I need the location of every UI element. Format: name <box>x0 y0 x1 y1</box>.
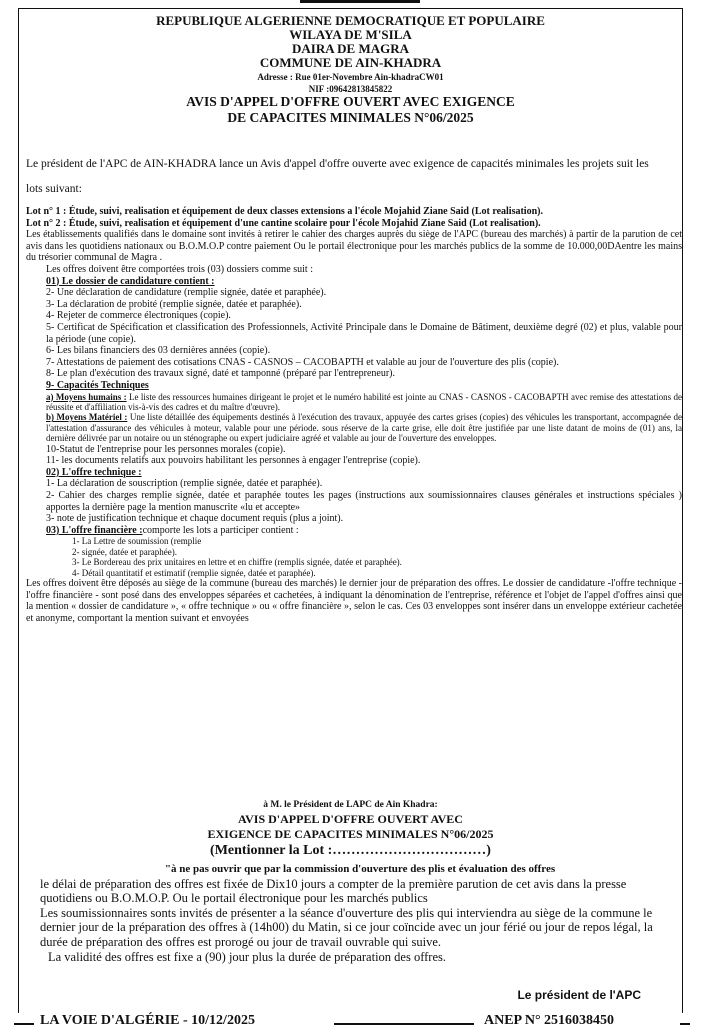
envelope-title-line1: AVIS D'APPEL D'OFFRE OUVERT AVEC <box>238 812 463 826</box>
section3-title: 03) L'offre financière : <box>46 524 143 536</box>
section1-item: 3- La déclaration de probité (remplie signée, datée et paraphée). <box>46 298 302 310</box>
section2-item: 1- La déclaration de souscription (remplie signée, datée et paraphée). <box>46 478 323 490</box>
section1-item: 8- Le plan d'exécution des travaux signé, daté et tamponné (préparé par l'entrepreneur). <box>46 368 396 380</box>
material-means <box>26 412 682 443</box>
header-address: Adresse : Rue 01er-Novembre Ain-khadraCW01 <box>257 72 444 82</box>
section1-item: 7- Attestations de paiement des cotisations CNAS - CASNOS – CACOBAPTH et valable au jour de l'ouverture des plis (copie). <box>46 356 559 368</box>
section2-item: 2- Cahier des charges remplie signée, datée et paraphée toutes les pages (instructions aux soumissionnaires clauses générales et instructions spéciales ) apportes la dernière page la mention manuscrite «lu et accepte» <box>46 489 682 513</box>
footer-bar <box>0 1008 701 1028</box>
section1-item: 6- Les bilans financiers des 03 dernières années (copie). <box>46 345 271 357</box>
top-rule <box>300 0 420 3</box>
section3-subtitle: comporte les lots a participer contient : <box>142 524 299 536</box>
closing-block <box>40 862 680 964</box>
header-nif: NIF :09642813845822 <box>308 84 393 94</box>
offers-intro: Les offres doivent être comportées trois (03) dossiers comme suit : <box>46 263 313 275</box>
section1-item: 5- Certificat de Spécification et classification des Professionnels, Activité Principale dans le Domaine de Bâtiment, deuxième degré (02) et plus, valable pour la période (une copie). <box>46 321 682 345</box>
envelope-title-line2: EXIGENCE DE CAPACITES MINIMALES N°06/2025 <box>207 827 494 841</box>
section1-item: 11- les documents relatifs aux pouvoirs habilitant les personnes à engager l'entreprise (copie). <box>46 455 421 467</box>
section3-heading <box>26 525 682 537</box>
section1-item: 10-Statut de l'entreprise pour les personnes morales (copie). <box>46 443 286 455</box>
preparation-delay: le délai de préparation des offres est fixée de Dix10 jours a compter de la première parution de cet avis dans la presse quotidiens ou B.O.M.O.P. Ou le portail électronique pour les marchés publics <box>40 876 627 906</box>
section1-item: 2- Une déclaration de candidature (remplie signée, datée et paraphée). <box>46 287 327 299</box>
envelope-recipient: à M. le Président de LAPC de Ain Khadra: <box>263 800 438 810</box>
human-means-label: a) Moyens humains : <box>46 391 127 402</box>
header-wilaya: WILAYA DE M'SILA <box>289 27 412 42</box>
signature: Le président de l'APC <box>517 988 641 1002</box>
opening-session: Les soumissionnaires sonts invités de présenter a la séance d'ouverture des plis qui interviendra au siège de la commune le dernier jour de la préparation des offres à (14h00) du Matin, si ce jour coïncide avec un jour férié ou jour de repos légal, la durée de préparation des offres est prorogé ou jour de travail ouvrable qui suive. <box>40 905 653 949</box>
lot-1: Lot n° 1 : Étude, suivi, realisation et équipement de deux classes extensions a l'école Mojahid Ziane Said (Lot realisation). <box>26 206 543 217</box>
envelope-lot-mention: (Mentionner la Lot :……………………………) <box>210 843 491 858</box>
withdrawal-paragraph: Les établissements qualifiés dans le domaine sont invités à retirer le cahier des charges auprès du siège de l'APC (bureau des marchés) à partir de la parution de cet avis dans les quotidiens nationaux ou B.O.M.O.P contre paiement Ou le portail électronique pour les marchés publics de la somme de 10.000,00DAentre les mains du trésorier communal de Magra . <box>26 229 682 264</box>
section3-item: 1- La Lettre de soumission (remplie <box>72 536 202 547</box>
header-daira: DAIRA DE MAGRA <box>292 41 409 56</box>
human-means-text: Le liste des ressources humaines dirigeant le projet et le numéro habilité est jointe au CNAS - CASNOS - CACOBAPTH avec remise des attestations de réussite et d'affiliation vis-à-vis des cadres et du maître d'œuvre). <box>46 391 683 412</box>
header-commune: COMMUNE DE AIN-KHADRA <box>259 55 442 70</box>
newspaper-source: LA VOIE D'ALGÉRIE - 10/12/2025 <box>40 1013 255 1028</box>
material-means-text: Une liste détaillée des équipements destinés à l'exécution des travaux, appuyée des cartes grises (copies) des véhicules les transportant, accompagnée de l'attestation d'assurance des véhicules à moteur, valable pour une période. sous réserve de la carte grise, elle doit être justifiée par une liste datant de moins de (01) ans, la dernière délivrée par un notaire ou un sténographe ou expert judiciaire agréé et valable au jour de l'ouverture des enveloppes. <box>46 412 683 444</box>
intro-paragraph: Le président de l'APC de AIN-KHADRA lance un Avis d'appel d'offre ouverte avec exigence de capacités minimales les projets suit les lots suivant: <box>26 158 649 195</box>
anep-number: ANEP N° 2516038450 <box>484 1013 615 1028</box>
notice-title-line1: AVIS D'APPEL D'OFFRE OUVERT AVEC EXIGENCE <box>186 94 515 109</box>
submission-paragraph: Les offres doivent être déposés au siège de la commune (bureau des marchés) le dernier jour de préparation des offres. Le dossier de candidature -l'offre technique - l'offre financière - sont posé dans des enveloppes séparées et cachetées, à indiquant la dénomination de l'entreprise, référence et l'objet de l'appel d'offres ainsi que la mention « dossier de candidature », « offre technique » ou « offre financière », selon le cas. Ces 03 enveloppes sont insérer dans un enveloppe extérieur cachetée et anonyme, comportant la mention suivant et envoyées <box>26 577 682 624</box>
capacities-heading: 9- Capacités Techniques <box>46 379 149 391</box>
notice-title-line2: DE CAPACITES MINIMALES N°06/2025 <box>227 110 474 125</box>
offer-validity: La validité des offres est fixe a (90) jour plus la durée de préparation des offres. <box>48 949 447 964</box>
section1-item: 4- Rejeter de commerce électroniques (copie). <box>46 310 231 322</box>
section2-title: 02) L'offre technique : <box>46 466 142 478</box>
section3-item: 3- Le Bordereau des prix unitaires en lettre et en chiffre (remplis signée, datée et paraphée). <box>72 557 402 568</box>
material-means-label: b) Moyens Matériel : <box>46 412 128 423</box>
header-republic: REPUBLIQUE ALGERIENNE DEMOCRATIQUE ET POPULAIRE <box>156 13 545 28</box>
notice-body <box>26 206 682 624</box>
lot-2: Lot n° 2 : Étude, suivi, realisation et équipement d'une cantine scolaire pour l'école Mojahid Ziane Said (Lot realisation). <box>26 217 541 229</box>
section2-item: 3- note de justification technique et chaque document requis (plus a joint). <box>46 513 344 525</box>
section3-item: 4- Détail quantitatif et estimatif (remplie signée, datée et paraphée). <box>72 567 316 578</box>
section1-title: 01) Le dossier de candidature contient : <box>46 275 215 287</box>
section3-item: 2- signée, datée et paraphée). <box>72 546 177 557</box>
do-not-open-notice: "à ne pas ouvrir que par la commission d'ouverture des plis et évaluation des offres <box>164 863 556 875</box>
human-means <box>26 392 682 413</box>
